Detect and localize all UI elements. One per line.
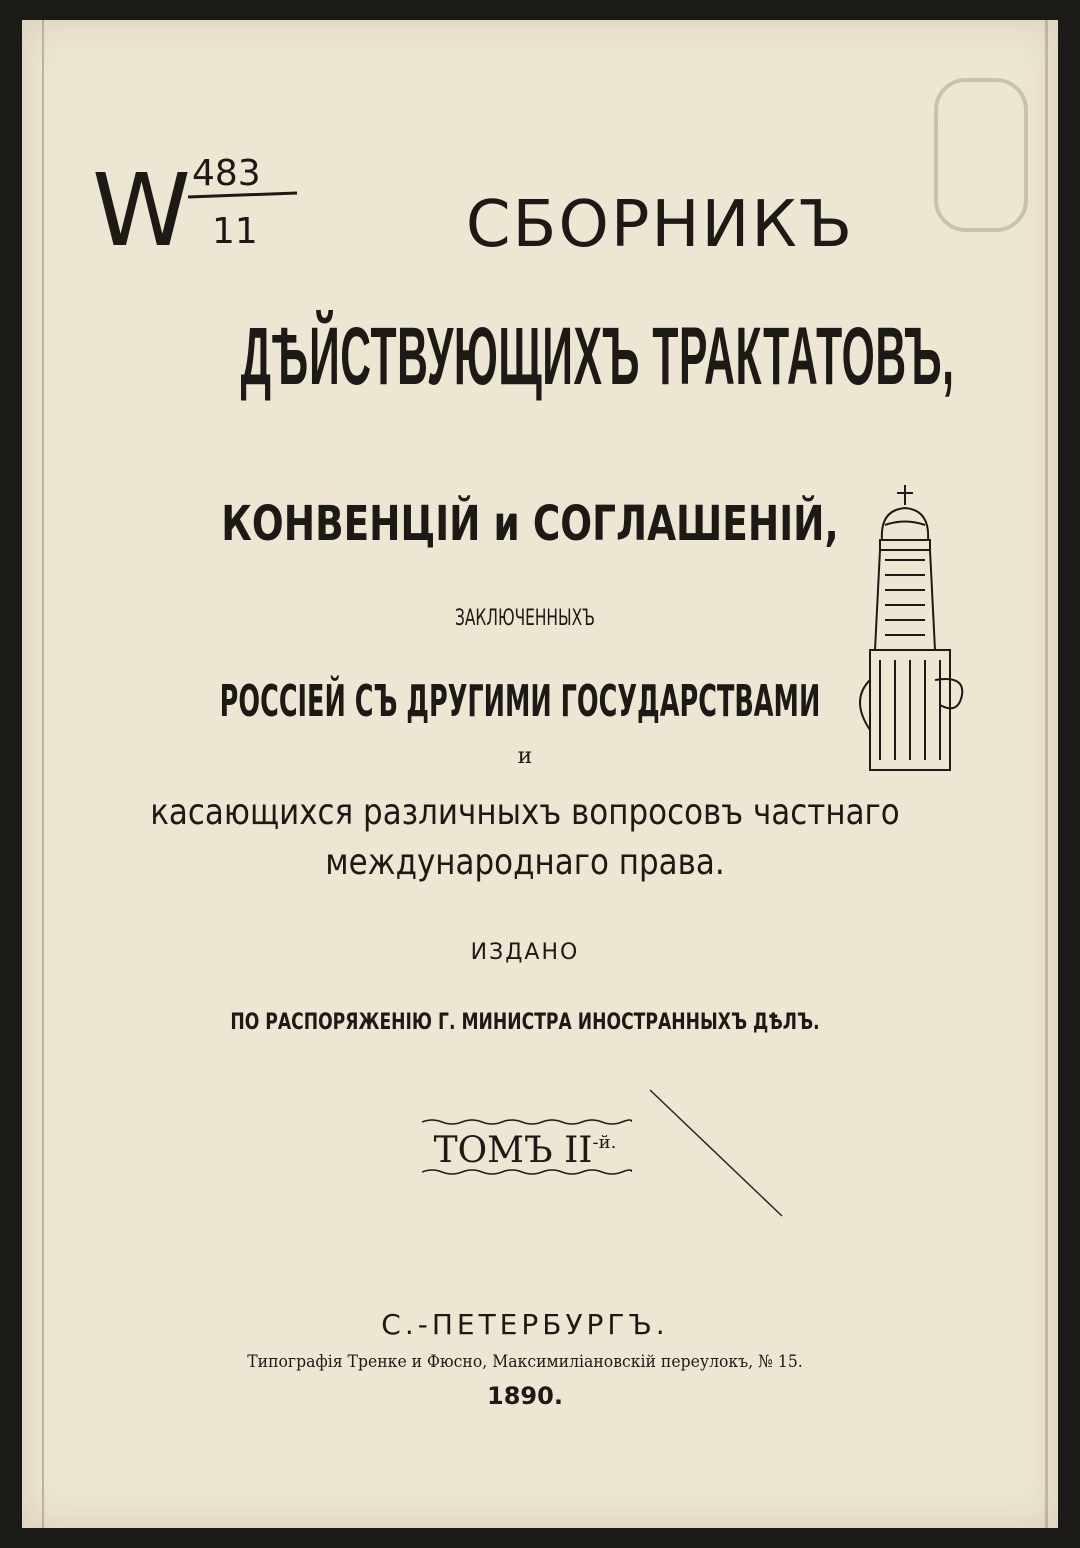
issued-by: ПО РАСПОРЯЖЕНІЮ Г. МИНИСТРА ИНОСТРАННЫХЪ ДѢЛЪ. bbox=[230, 1010, 820, 1035]
title-line-5: РОССІЕЙ СЪ ДРУГИМИ ГОСУДАРСТВАМИ bbox=[219, 676, 821, 727]
volume-suffix: -й. bbox=[592, 1132, 617, 1153]
imprint-printer: Типографія Тренке и Фюсно, Максимиліановскій переулокъ, № 15. bbox=[247, 1352, 803, 1372]
shelfmark-letter: W bbox=[92, 152, 191, 269]
issued-label: ИЗДАНО bbox=[470, 940, 580, 965]
title-line-3: КОНВЕНЦІЙ и СОГЛАШЕНІЙ, bbox=[221, 496, 839, 552]
shelfmark-numerator: 483 bbox=[192, 153, 261, 194]
pencil-marks bbox=[22, 20, 1058, 1528]
title-line-2: ДѢЙСТВУЮЩИХЪ ТРАКТАТОВЪ, bbox=[240, 311, 955, 402]
imprint-city: С.-ПЕТЕРБУРГЪ. bbox=[381, 1308, 669, 1341]
volume-label: ТОМЪ II bbox=[433, 1130, 593, 1171]
title-line-8: международнаго права. bbox=[325, 842, 725, 883]
shelfmark-denominator: 11 bbox=[212, 211, 258, 252]
imprint-year: 1890. bbox=[487, 1382, 563, 1410]
title-line-4: ЗАКЛЮЧЕННЫХЪ bbox=[455, 606, 595, 631]
title-line-1: СБОРНИКЪ bbox=[465, 188, 855, 262]
title-page bbox=[22, 20, 1058, 1528]
title-line-7: касающихся различныхъ вопросовъ частнаго bbox=[150, 792, 900, 833]
title-line-6: и bbox=[517, 744, 533, 769]
